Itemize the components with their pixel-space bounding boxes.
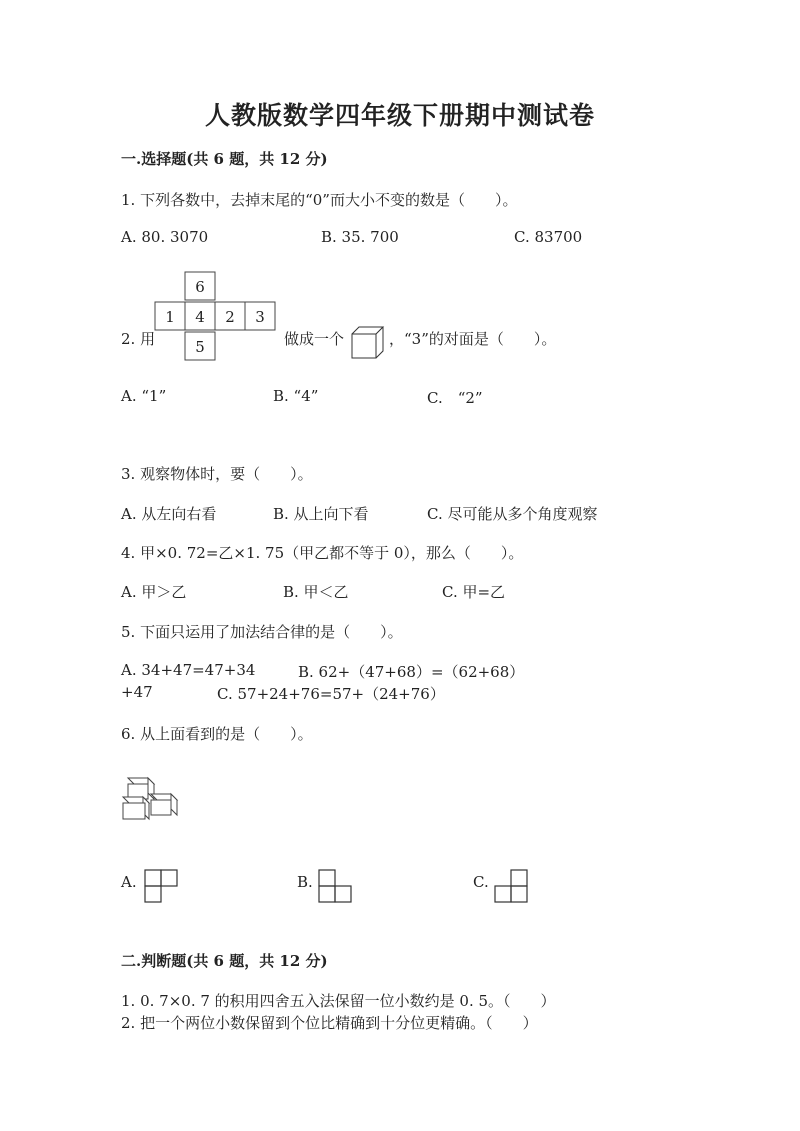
q5-option-b[interactable]: B. 62+（47+68）=（62+68） (298, 663, 525, 681)
cube-stack-figure (121, 777, 181, 822)
q1-option-b[interactable]: B. 35. 700 (321, 228, 399, 246)
q6-option-c-figure (494, 869, 528, 903)
s2-q2-text: 2. 把一个两位小数保留到个位比精确到十分位更精确。（ ） (121, 1014, 538, 1032)
q1-text: 1. 下列各数中，去掉末尾的“0”而大小不变的数是（ ）。 (121, 191, 518, 209)
q2-text-post: ，“3”的对面是（ ）。 (389, 330, 557, 348)
q3-text: 3. 观察物体时，要（ ）。 (121, 465, 313, 483)
q5-text: 5. 下面只运用了加法结合律的是（ ）。 (121, 623, 403, 641)
net-face-bottom: 5 (195, 338, 205, 356)
q1-option-a[interactable]: A. 80. 3070 (121, 228, 209, 246)
s2-q1-text: 1. 0. 7×0. 7 的积用四舍五入法保留一位小数约是 0. 5。（ ） (121, 992, 556, 1010)
q4-option-c[interactable]: C. 甲=乙 (442, 583, 506, 601)
net-face-row-3: 2 (225, 308, 235, 326)
net-face-row-2: 4 (195, 308, 205, 326)
section1-heading: 一.选择题(共 6 题，共 12 分) (121, 150, 328, 168)
page-title: 人教版数学四年级下册期中测试卷 (204, 101, 595, 130)
q2-text-pre: 2. 用 (121, 330, 156, 348)
cube-net-figure (155, 272, 277, 360)
q1-option-c[interactable]: C. 83700 (514, 228, 583, 246)
q3-option-b[interactable]: B. 从上向下看 (273, 505, 369, 523)
q5-option-c[interactable]: C. 57+24+76=57+（24+76） (217, 685, 445, 703)
q4-option-a[interactable]: A. 甲＞乙 (121, 583, 187, 601)
q6-text: 6. 从上面看到的是（ ）。 (121, 725, 313, 743)
q2-option-b[interactable]: B. “4” (273, 387, 319, 405)
q2-option-a[interactable]: A. “1” (121, 387, 167, 405)
q4-option-b[interactable]: B. 甲＜乙 (283, 583, 349, 601)
cube-icon (351, 326, 385, 360)
q4-text: 4. 甲×0. 72=乙×1. 75（甲乙都不等于 0），那么（ ）。 (121, 544, 524, 562)
q5-option-b-continued: +47 (121, 683, 153, 701)
q6-option-b-figure (318, 869, 352, 903)
q6-option-c[interactable]: C. (473, 873, 489, 891)
net-face-row-4: 3 (255, 308, 265, 326)
q5-option-a[interactable]: A. 34+47=47+34 (121, 661, 256, 679)
section2-heading: 二.判断题(共 6 题，共 12 分) (121, 952, 328, 970)
net-face-top: 6 (195, 278, 205, 296)
q2-text-mid: 做成一个 (284, 330, 345, 348)
q2-option-c[interactable]: C. “2” (427, 389, 483, 407)
q3-option-c[interactable]: C. 尽可能从多个角度观察 (427, 505, 598, 523)
q6-option-a[interactable]: A. (121, 873, 137, 891)
q6-option-a-figure (144, 869, 178, 903)
q3-option-a[interactable]: A. 从左向右看 (121, 505, 217, 523)
q6-option-b[interactable]: B. (297, 873, 313, 891)
net-face-row-1: 1 (165, 308, 175, 326)
